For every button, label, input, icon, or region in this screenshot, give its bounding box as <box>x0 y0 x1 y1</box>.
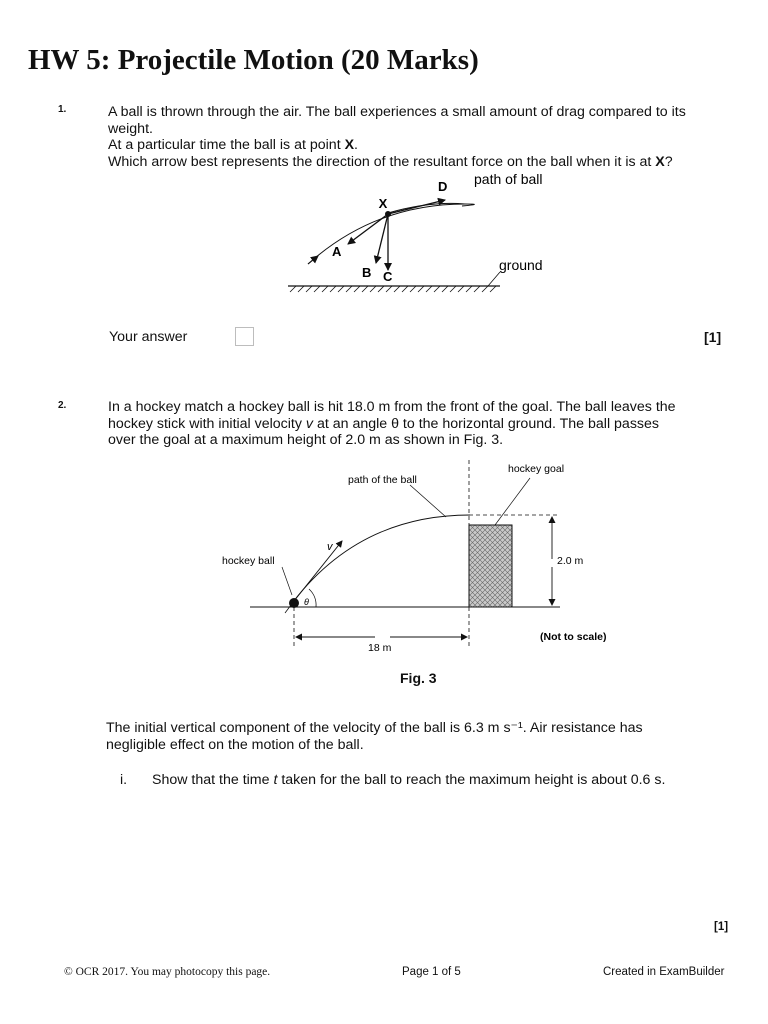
question-1-line-2-prefix: At a particular time the ball is at point <box>108 137 345 153</box>
ground-hatching <box>290 286 496 292</box>
subquestion-text <box>152 772 665 788</box>
question-number: 1. <box>58 104 67 115</box>
label-c: C <box>383 269 393 284</box>
label-velocity: v <box>327 541 333 553</box>
question-2-line-2-suffix: at an angle θ to the horizontal ground. The ball passes <box>313 415 659 432</box>
hockey-figure <box>210 455 630 660</box>
label-d: D <box>438 179 448 194</box>
hockey-goal <box>469 525 512 607</box>
question-2-line-1: In a hockey match a hockey ball is hit 18.0 m from the front of the goal. The ball leaves the <box>108 399 676 415</box>
footer-page-number: Page 1 of 5 <box>402 966 461 978</box>
footer-creator: Created in ExamBuilder <box>603 966 725 978</box>
question-1-marks: [1] <box>704 329 722 345</box>
time-symbol: t <box>273 772 278 788</box>
question-1-text <box>108 104 733 170</box>
angle-arc <box>309 589 316 607</box>
subquestion-text-prefix: Show that the time <box>152 772 274 788</box>
ground-label-leader <box>488 272 500 286</box>
question-number: 2. <box>58 400 67 411</box>
label-a: A <box>332 244 342 259</box>
label-b: B <box>362 265 372 280</box>
question-2-line-2-prefix: hockey stick with initial velocity <box>108 415 306 432</box>
label-hockey-goal: hockey goal <box>508 463 565 475</box>
path-direction-arrow <box>308 256 318 264</box>
footer-copyright: © OCR 2017. You may photocopy this page. <box>64 966 271 978</box>
label-x: X <box>378 196 388 211</box>
question-2-paragraph-line-1: The initial vertical component of the velocity of the ball is 6.3 m s⁻¹. Air resistance has <box>106 720 643 736</box>
label-height: 2.0 m <box>557 555 584 567</box>
question-1-line-3-prefix: Which arrow best represents the direction of the resultant force on the ball when it is at <box>108 153 656 170</box>
question-1-line-2-suffix: . <box>354 137 358 153</box>
label-distance: 18 m <box>368 642 392 654</box>
hockey-ball-marker <box>289 598 299 608</box>
velocity-arrow <box>294 541 342 601</box>
goal-label-leader <box>495 478 530 525</box>
figure-caption: Fig. 3 <box>400 670 437 686</box>
subquestion-number: i. <box>120 772 128 788</box>
point-x-label: X <box>344 137 355 153</box>
page-title: HW 5: Projectile Motion (20 Marks) <box>28 44 479 76</box>
point-x-label: X <box>655 153 665 170</box>
answer-label: Your answer <box>109 329 188 345</box>
question-1-line-3-suffix: ? <box>664 153 673 170</box>
label-hockey-ball: hockey ball <box>222 555 275 567</box>
label-theta: θ <box>304 597 309 607</box>
hockey-ball-leader <box>282 567 292 595</box>
answer-input-box[interactable] <box>235 327 254 346</box>
ball-path-diagram <box>280 166 570 296</box>
label-path-of-the-ball: path of the ball <box>348 474 417 486</box>
label-not-to-scale: (Not to scale) <box>540 631 607 643</box>
question-2-marks: [1] <box>714 921 729 933</box>
question-2-text <box>108 399 738 449</box>
arrow-d <box>388 200 445 214</box>
question-1-line-1: A ball is thrown through the air. The ball experiences a small amount of drag compared to its weight. <box>108 104 686 137</box>
question-2-paragraph-line-2: negligible effect on the motion of the ball. <box>106 736 364 753</box>
label-ground: ground <box>499 257 543 273</box>
trajectory-leader <box>410 485 446 517</box>
subquestion-text-suffix: taken for the ball to reach the maximum height is about 0.6 s. <box>277 772 666 788</box>
velocity-symbol: v <box>305 415 313 432</box>
question-2-line-3: over the goal at a maximum height of 2.0 m as shown in Fig. 3. <box>108 432 504 448</box>
ball-trajectory <box>293 515 470 602</box>
label-path-of-ball: path of ball <box>474 171 543 187</box>
question-2-paragraph <box>106 720 736 753</box>
